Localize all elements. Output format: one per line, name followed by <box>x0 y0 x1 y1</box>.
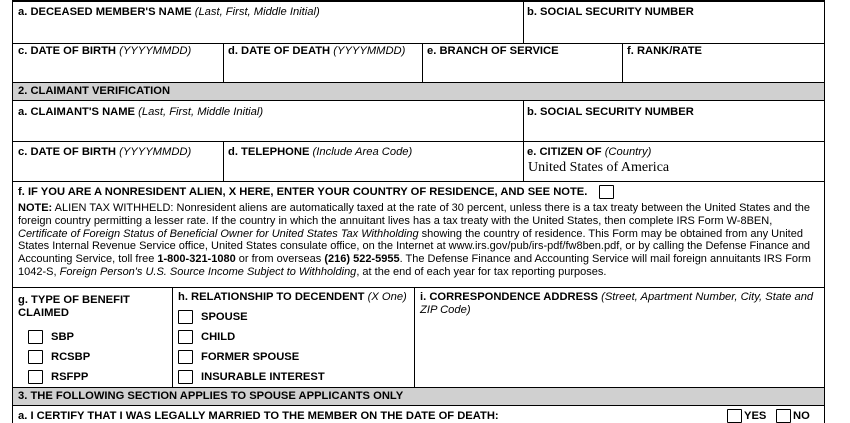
former-spouse-label: FORMER SPOUSE <box>201 351 300 363</box>
spouse-label: SPOUSE <box>201 311 248 323</box>
col-divider <box>622 43 623 82</box>
nonresident-alien-label: f. IF YOU ARE A NONRESIDENT ALIEN, X HERE, ENTER YOUR COUNTRY OF RESIDENCE, AND SEE NOTE. <box>18 186 588 198</box>
citizen-of-value[interactable]: United States of America <box>528 160 670 175</box>
yes-checkbox[interactable] <box>727 409 742 423</box>
address-label: i. CORRESPONDENCE ADDRESS (Street, Apartment Number, City, State and <box>420 291 814 303</box>
citizen-of-label: e. CITIZEN OF (Country) <box>527 146 652 158</box>
rsfpp-checkbox[interactable] <box>28 370 43 384</box>
benefit-type-label: g. TYPE OF BENEFIT <box>18 294 130 306</box>
rcsbp-label: RCSBP <box>51 351 91 363</box>
col-divider <box>422 43 423 82</box>
insurable-interest-checkbox[interactable] <box>178 370 193 384</box>
spouse-checkbox[interactable] <box>178 310 193 324</box>
child-label: CHILD <box>201 331 236 343</box>
former-spouse-checkbox[interactable] <box>178 350 193 364</box>
section2-header: 2. CLAIMANT VERIFICATION <box>18 85 171 97</box>
no-checkbox[interactable] <box>776 409 791 423</box>
section3-header: 3. THE FOLLOWING SECTION APPLIES TO SPOUSE APPLICANTS ONLY <box>18 390 404 402</box>
rcsbp-checkbox[interactable] <box>28 350 43 364</box>
row-rule <box>12 405 825 406</box>
row-rule <box>12 100 825 101</box>
rsfpp-label: RSFPP <box>51 371 89 383</box>
row-rule <box>12 43 825 44</box>
col-divider <box>523 141 524 181</box>
col-divider <box>523 0 524 43</box>
no-label: NO <box>793 410 810 422</box>
row-rule <box>12 287 825 288</box>
col-divider <box>523 100 524 141</box>
col-divider <box>223 141 224 181</box>
row-rule <box>12 181 825 182</box>
deceased-dob-label: c. DATE OF BIRTH (YYYYMMDD) <box>18 45 192 57</box>
sbp-checkbox[interactable] <box>28 330 43 344</box>
deceased-name-label: a. DECEASED MEMBER'S NAME (Last, First, Middle Initial) <box>18 6 320 18</box>
branch-of-service-label: e. BRANCH OF SERVICE <box>427 45 559 57</box>
claimant-dob-label: c. DATE OF BIRTH (YYYYMMDD) <box>18 146 192 158</box>
married-certify-label: a. I CERTIFY THAT I WAS LEGALLY MARRIED TO THE MEMBER ON THE DATE OF DEATH: <box>18 410 499 422</box>
claimant-ssn-label: b. SOCIAL SECURITY NUMBER <box>527 106 694 118</box>
deceased-ssn-label: b. SOCIAL SECURITY NUMBER <box>527 6 694 18</box>
col-divider <box>223 43 224 82</box>
col-divider <box>414 287 415 387</box>
alien-tax-note: NOTE: ALIEN TAX WITHHELD: Nonresident aliens are automatically taxed at the rate of 30 percent, unless there is a tax treaty between the United States and the foreign country permitting a lesser rate. If the country in which the annuitant lives has a tax treaty with the United States, then complete IRS Form W-8BEN, Certificate of Foreign Status of Beneficial Owner for United States Tax Withholding showing the country of residence. This Form may be obtained from any United States Internal Revenue Service office, United States consulate office, on the Internet at www.irs.gov/pub/irs-pdf/fw8ben.pdf, or by calling the Defense Finance and Accounting Service, toll free 1-800-321-1080 or from overseas (216) 522-5955. The Defense Finance and Accounting Service will mail foreign annuitants IRS Form 1042-S, Foreign Person's U.S. Source Income Subject to Withholding, at the end of each year for tax reporting purposes. <box>18 202 811 278</box>
date-of-death-label: d. DATE OF DEATH (YYYYMMDD) <box>228 45 406 57</box>
telephone-label: d. TELEPHONE (Include Area Code) <box>228 146 413 158</box>
sbp-label: SBP <box>51 331 75 343</box>
col-divider <box>172 287 173 387</box>
yes-label: YES <box>744 410 767 422</box>
insurable-interest-label: INSURABLE INTEREST <box>201 371 325 383</box>
benefit-type-label-2: CLAIMED <box>18 307 69 319</box>
claimant-name-label: a. CLAIMANT'S NAME (Last, First, Middle Initial) <box>18 106 264 118</box>
address-hint: ZIP Code) <box>420 304 471 316</box>
relationship-label: h. RELATIONSHIP TO DECENDENT (X One) <box>178 291 407 303</box>
nonresident-checkbox[interactable] <box>599 185 614 199</box>
child-checkbox[interactable] <box>178 330 193 344</box>
top-rule <box>12 0 825 2</box>
rank-rate-label: f. RANK/RATE <box>627 45 702 57</box>
row-rule <box>12 141 825 142</box>
